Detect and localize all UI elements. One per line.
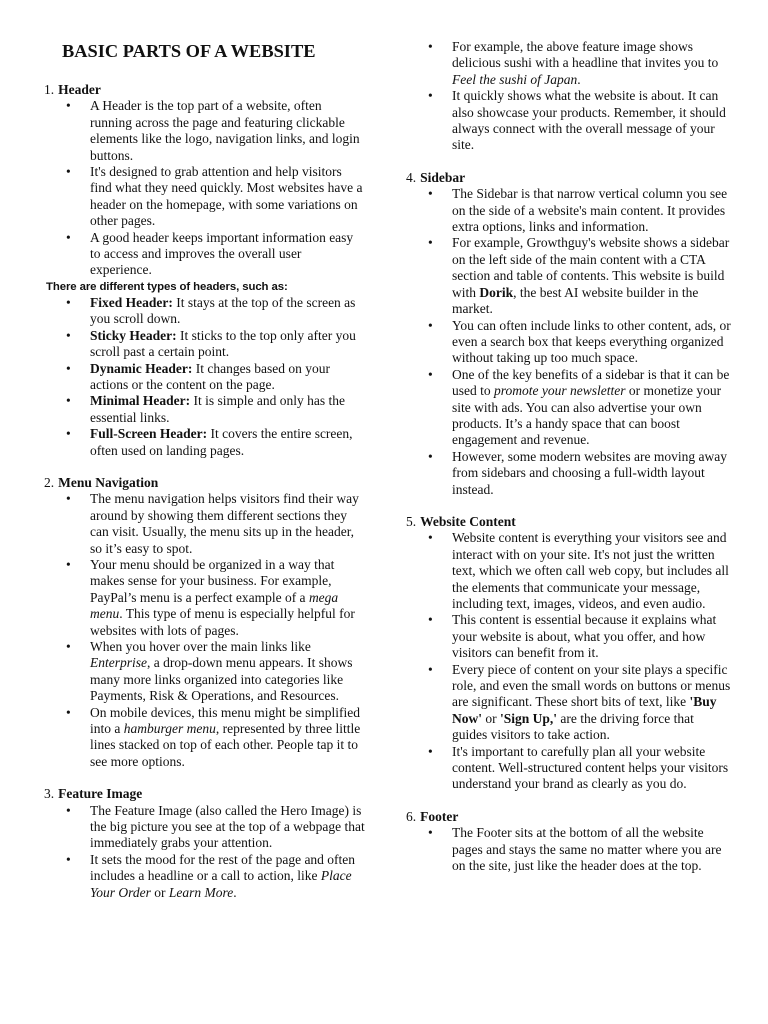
list-item: • Website content is everything your visitors see and interact with on your site. It's not just the written text, which we often call web copy, but includes all the elements that communicate your message, including text, images, videos, and even audio. [406, 530, 732, 612]
list-item [44, 852, 366, 901]
right-column [406, 0, 732, 875]
strong-text: Dorik [479, 284, 514, 300]
text-run: . [577, 71, 581, 87]
emphasis: Feel the sushi of Japan [452, 71, 578, 87]
sidebar-bullet-list [406, 186, 732, 498]
list-item [406, 235, 732, 317]
header-types-intro: There are different types of headers, such as: [46, 280, 288, 293]
section-number: 6. [406, 808, 417, 824]
list-item [406, 662, 732, 744]
section-feature-heading [44, 786, 366, 802]
list-item [44, 639, 366, 705]
list-item: • It's designed to grab attention and help visitors find what they need quickly. Most websites have a header on the homepage, with some variations on other pages. [44, 164, 366, 230]
section-name: Website Content [420, 513, 516, 529]
section-footer-heading [406, 809, 732, 825]
section-header-heading [44, 82, 366, 98]
list-item: • It's important to carefully plan all your website content. Well-structured content helps your visitors understand your brand as clearly as you do. [406, 744, 732, 793]
emphasis: Enterprise [90, 655, 147, 671]
list-item [44, 557, 366, 639]
text-run: or [150, 884, 169, 900]
section-menu-heading [44, 475, 366, 491]
term-desc: It sticks to the top only after you scroll past a certain point. [90, 327, 356, 360]
text-run: It sets the mood for the rest of the page and often includes a headline or a call to action, like [90, 851, 356, 884]
list-item: • However, some modern websites are moving away from sidebars and choosing a full-width layout instead. [406, 449, 732, 498]
term-desc: It changes based on your actions or the content on the page. [90, 360, 330, 392]
left-column [44, 0, 366, 901]
text-run: , the best AI website builder in the market. [452, 284, 699, 317]
text-run: . [233, 884, 237, 900]
list-item [44, 361, 366, 394]
term-desc: It stays at the top of the screen as you scroll down. [90, 294, 356, 327]
text-run: On mobile devices, this menu might be simplified into a [90, 704, 360, 737]
strong-text: 'Sign Up,' [500, 710, 558, 726]
header-types-list [44, 295, 366, 459]
section-number: 1. [44, 82, 55, 97]
feature-bullet-list-right [406, 39, 732, 154]
section-name: Header [58, 82, 101, 97]
text-run: When you hover over the main links like [90, 639, 311, 654]
section-number: 2. [44, 474, 55, 490]
list-item [44, 426, 366, 459]
list-item: • The Sidebar is that narrow vertical column you see on the side of a website's main content. It provides extra options, links and information. [406, 186, 732, 235]
emphasis: mega menu [90, 589, 339, 622]
text-run: Your menu should be organized in a way that makes sense for your business. For example, PayPal’s menu is a perfect example of a [90, 556, 335, 605]
list-item [44, 295, 366, 328]
menu-bullet-list [44, 491, 366, 770]
text-run: For example, the above feature image shows delicious sushi with a headline that invites you to [452, 39, 719, 71]
term: Dynamic Header: [90, 360, 193, 376]
header-bullet-list [44, 98, 366, 278]
emphasis: promote your newsletter [494, 383, 626, 399]
section-sidebar-heading [406, 170, 732, 186]
text-run: For example, Growthguy's website shows a sidebar on the left side of the main content with a CTA section and table of contents. This website is build with [452, 235, 730, 300]
term-desc: It is simple and only has the essential links. [90, 393, 345, 425]
feature-bullet-list-left [44, 803, 366, 901]
term-desc: It covers the entire screen, often used on landing pages. [90, 426, 353, 458]
emphasis: Learn More [168, 884, 234, 900]
strong-text: 'Buy Now' [452, 694, 717, 726]
section-number: 5. [406, 513, 417, 529]
document-title: BASIC PARTS OF A WEBSITE [62, 41, 316, 61]
text-run: One of the key benefits of a sidebar is that it can be used to [452, 366, 730, 399]
footer-bullet-list [406, 825, 732, 874]
term: Minimal Header: [90, 393, 191, 409]
section-content-heading [406, 514, 732, 530]
text-run: Every piece of content on your site plays a specific role, and even the small words on buttons or menus are significant. These short bits of text, like [452, 661, 731, 710]
list-item: • A Header is the top part of a website, often running across the page and featuring clickable elements like the logo, navigation links, and login buttons. [44, 98, 366, 164]
text-run: or monetize your site with ads. You can also advertise your own products. It’s a handy space that can boost engagement and revenue. [452, 383, 722, 448]
list-item [44, 705, 366, 771]
emphasis: Place Your Order [90, 868, 352, 900]
text-run: are the driving force that guides visitors to take action. [452, 710, 694, 743]
list-item: • A good header keeps important information easy to access and improves the overall user experience. [44, 230, 366, 279]
section-number: 4. [406, 169, 417, 185]
list-item: • The Feature Image (also called the Hero Image) is the big picture you see at the top of a webpage that immediately grabs your attention. [44, 803, 366, 852]
emphasis: hamburger menu [123, 721, 216, 737]
list-item: • This content is essential because it explains what your website is about, what you offer, and how visitors can benefit from it. [406, 612, 732, 661]
list-item [406, 39, 732, 88]
section-name: Footer [420, 808, 459, 824]
list-item [406, 367, 732, 449]
section-name: Feature Image [58, 786, 143, 802]
term: Sticky Header: [90, 327, 177, 343]
list-item: • It quickly shows what the website is about. It can also showcase your products. Remember, it should always connect with the overall message of your site. [406, 88, 732, 154]
text-run: . This type of menu is especially helpful for websites with lots of pages. [90, 606, 355, 638]
list-item [44, 393, 366, 426]
text-run: or [482, 710, 500, 726]
term: Fixed Header: [90, 294, 173, 310]
list-item: • The Footer sits at the bottom of all the website pages and stays the same no matter where you are on the site, just like the header does at the top. [406, 825, 732, 874]
content-bullet-list [406, 530, 732, 793]
list-item [44, 328, 366, 361]
text-run: , a drop-down menu appears. It shows many more links organized into categories like Payments, Risk & Operations, and Resources. [90, 655, 353, 704]
section-name: Menu Navigation [58, 474, 159, 490]
section-name: Sidebar [420, 169, 466, 185]
text-run: , represented by three little lines stacked on top of each other. People tap it to see more options. [90, 721, 361, 769]
section-number: 3. [44, 786, 55, 802]
list-item: • The menu navigation helps visitors find their way around by showing them different sections they can visit. Usually, the menu sits up in the header, so it’s easy to spot. [44, 491, 366, 557]
list-item: • You can often include links to other content, ads, or even a search box that keeps everything organized without taking up too much space. [406, 318, 732, 367]
term: Full-Screen Header: [90, 426, 208, 442]
